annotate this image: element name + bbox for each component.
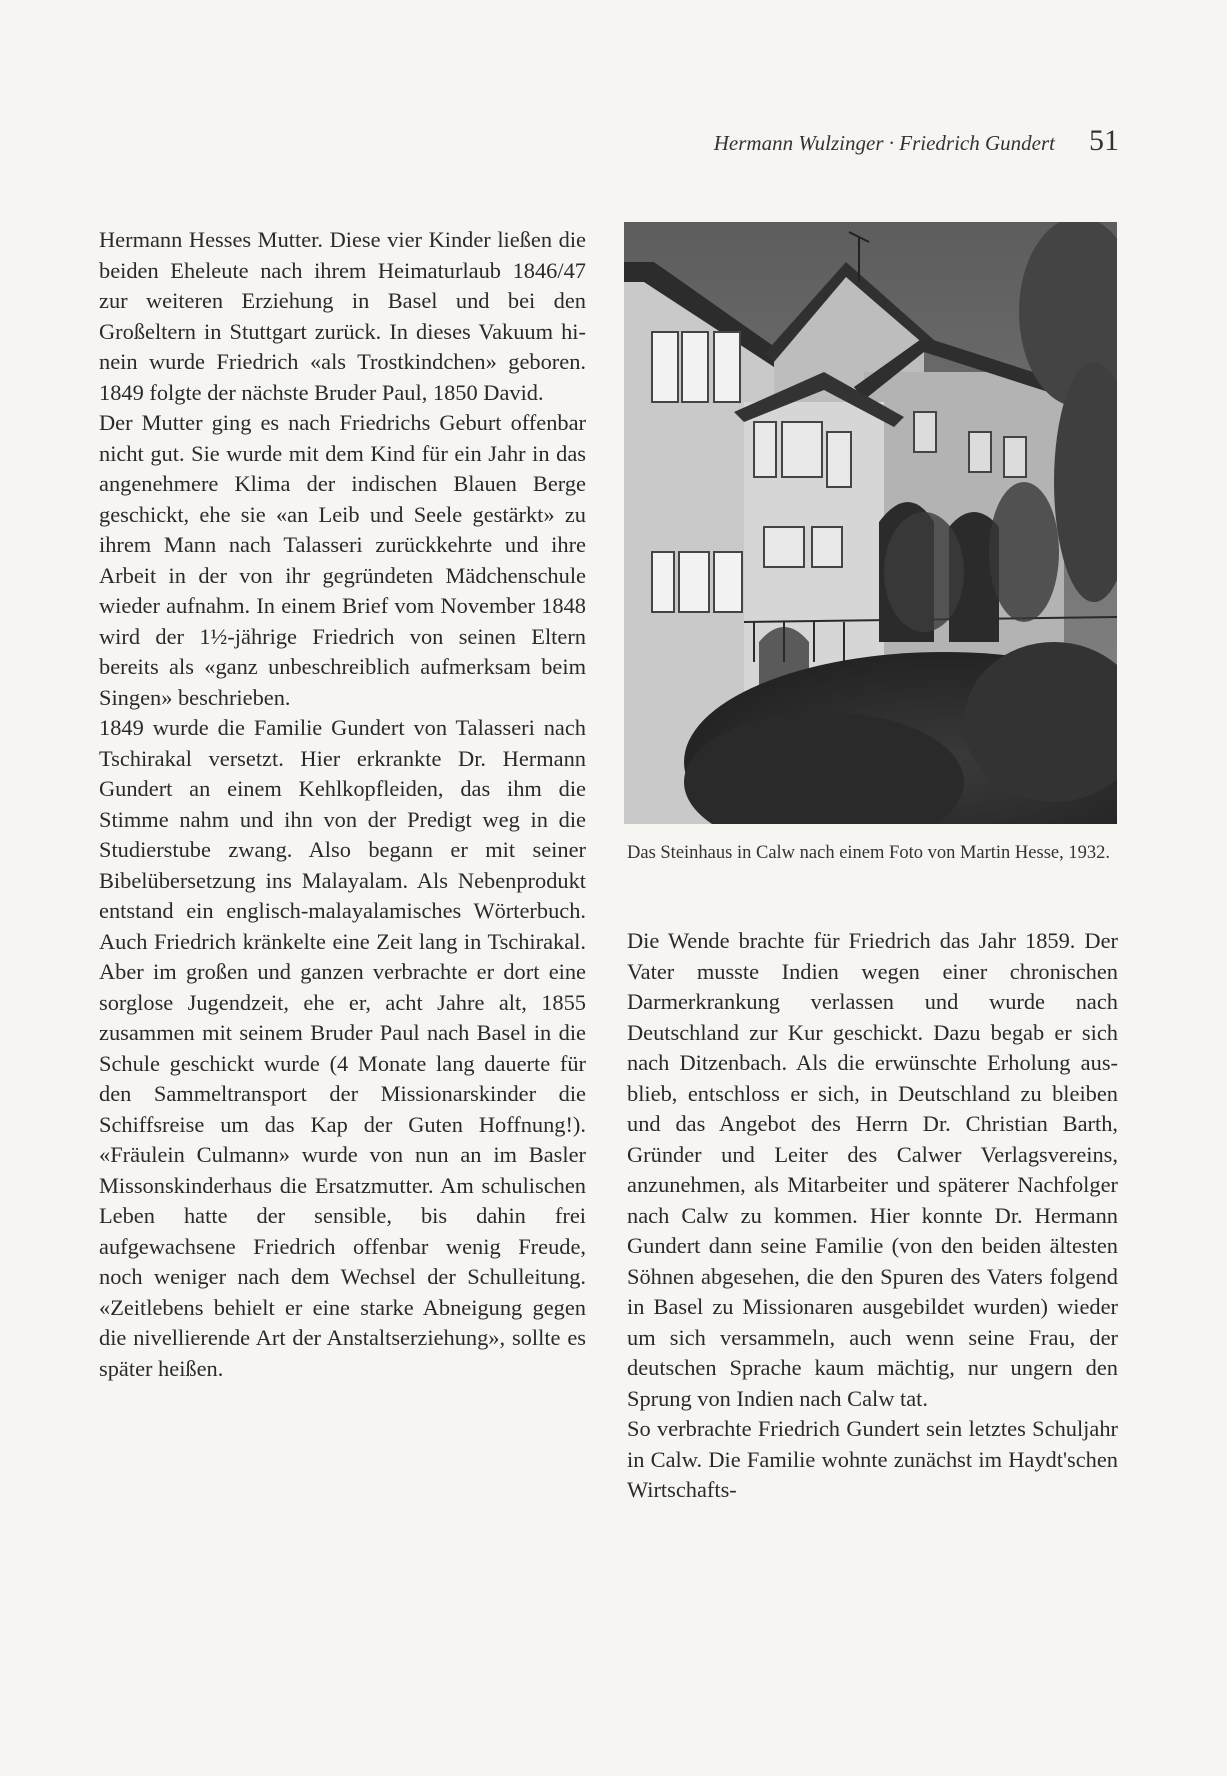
photo-caption: Das Steinhaus in Calw nach einem Foto von Martin Hesse, 1932. [627,843,1110,863]
page-number: 51 [1089,124,1119,157]
running-header [714,124,1119,158]
running-title: Hermann Wulzinger · Friedrich Gundert [713,131,1055,155]
paragraph: 1849 wurde die Familie Gundert von Talasseri nach Tschirakal versetzt. Hier erkrankte Dr. Hermann Gundert an einem Kehlkopfleiden, das ihm die Stimme nahm und ihn von der Predigt weg in die Studierstube zwang. Also begann er mit seiner Bibelübersetzung ins Malayalam. Als Nebenprodukt entstand ein englisch-malayalamisches Wörterbuch. Auch Friedrich kränkelte eine Zeit lang in Tschirakal. Aber im großen und ganzen verbrachte er dort eine sorglose Jugendzeit, ehe er, acht Jahre alt, 1855 zusammen mit seinem Bruder Paul nach Basel in die Schule geschickt wurde (4 Monate lang dauerte für den Sammeltransport der Missionarskinder die Schiffsreise um das Kap der Guten Hoffnung!). «Fräulein Culmann» wurde von nun an im Basler Missonskinderhaus die Ersatzmutter. Am schulischen Leben hatte der sensible, bis dahin frei aufgewachsene Friedrich offenbar wenig Freude, noch weniger nach dem Wechsel der Schulleitung. «Zeitlebens behielt er eine starke Abneigung gegen die nivellierende Art der Anstaltserziehung», sollte es später heißen. [99,715,586,1381]
paragraph: Hermann Hesses Mutter. Diese vier Kinder ließen die beiden Eheleute nach ihrem Heimaturlaub 1846/47 zur weiteren Erziehung in Basel und bei den Großeltern in Stuttgart zurück. In dieses Vakuum hinein wurde Friedrich «als Trostkindchen» geboren. 1849 folgte der nächste Bruder Paul, 1850 David. [99,227,586,405]
left-text-column [99,225,586,1384]
right-text-column [627,926,1118,1506]
steinhaus-photo [624,222,1117,824]
steinhaus-photo-drawing [624,222,1117,824]
paragraph: Die Wende brachte für Friedrich das Jahr 1859. Der Vater musste Indien wegen einer chronischen Darmerkrankung verlassen und wurde nach Deutschland zur Kur geschickt. Dazu begab er sich nach Ditzenbach. Als die erwünschte Erholung ausblieb, entschloss er sich, in Deutschland zu bleiben und das Angebot des Herrn Dr. Christian Barth, Gründer und Leiter des Calwer Verlagsvereins, anzunehmen, als Mitarbeiter und späterer Nachfolger nach Calw zu kommen. Hier konnte Dr. Hermann Gundert dann seine Familie (von den beiden ältesten Söhnen abgesehen, die den Spuren des Vaters folgend in Basel zu Missionaren ausgebildet wurden) wieder um sich versammeln, auch wenn seine Frau, der deutschen Sprache kaum mächtig, nur ungern den Sprung von Indien nach Calw tat. [627,928,1118,1411]
paragraph: Der Mutter ging es nach Friedrichs Geburt offenbar nicht gut. Sie wurde mit dem Kind für ein Jahr in das angenehmere Klima der indischen Blauen Berge geschickt, ehe sie «an Leib und Seele gestärkt» zu ihrem Mann nach Talasseri zurückkehrte und ihre Arbeit in der von ihr gegründeten Mädchenschule wieder aufnahm. In einem Brief vom November 1848 wird der 1½-jährige Friedrich von seinen Eltern bereits als «ganz unbeschreiblich aufmerksam beim Singen» beschrieben. [99,410,586,710]
paragraph: So verbrachte Friedrich Gundert sein letztes Schuljahr in Calw. Die Familie wohnte zunächst im Haydt'schen Wirtschafts- [627,1416,1118,1502]
